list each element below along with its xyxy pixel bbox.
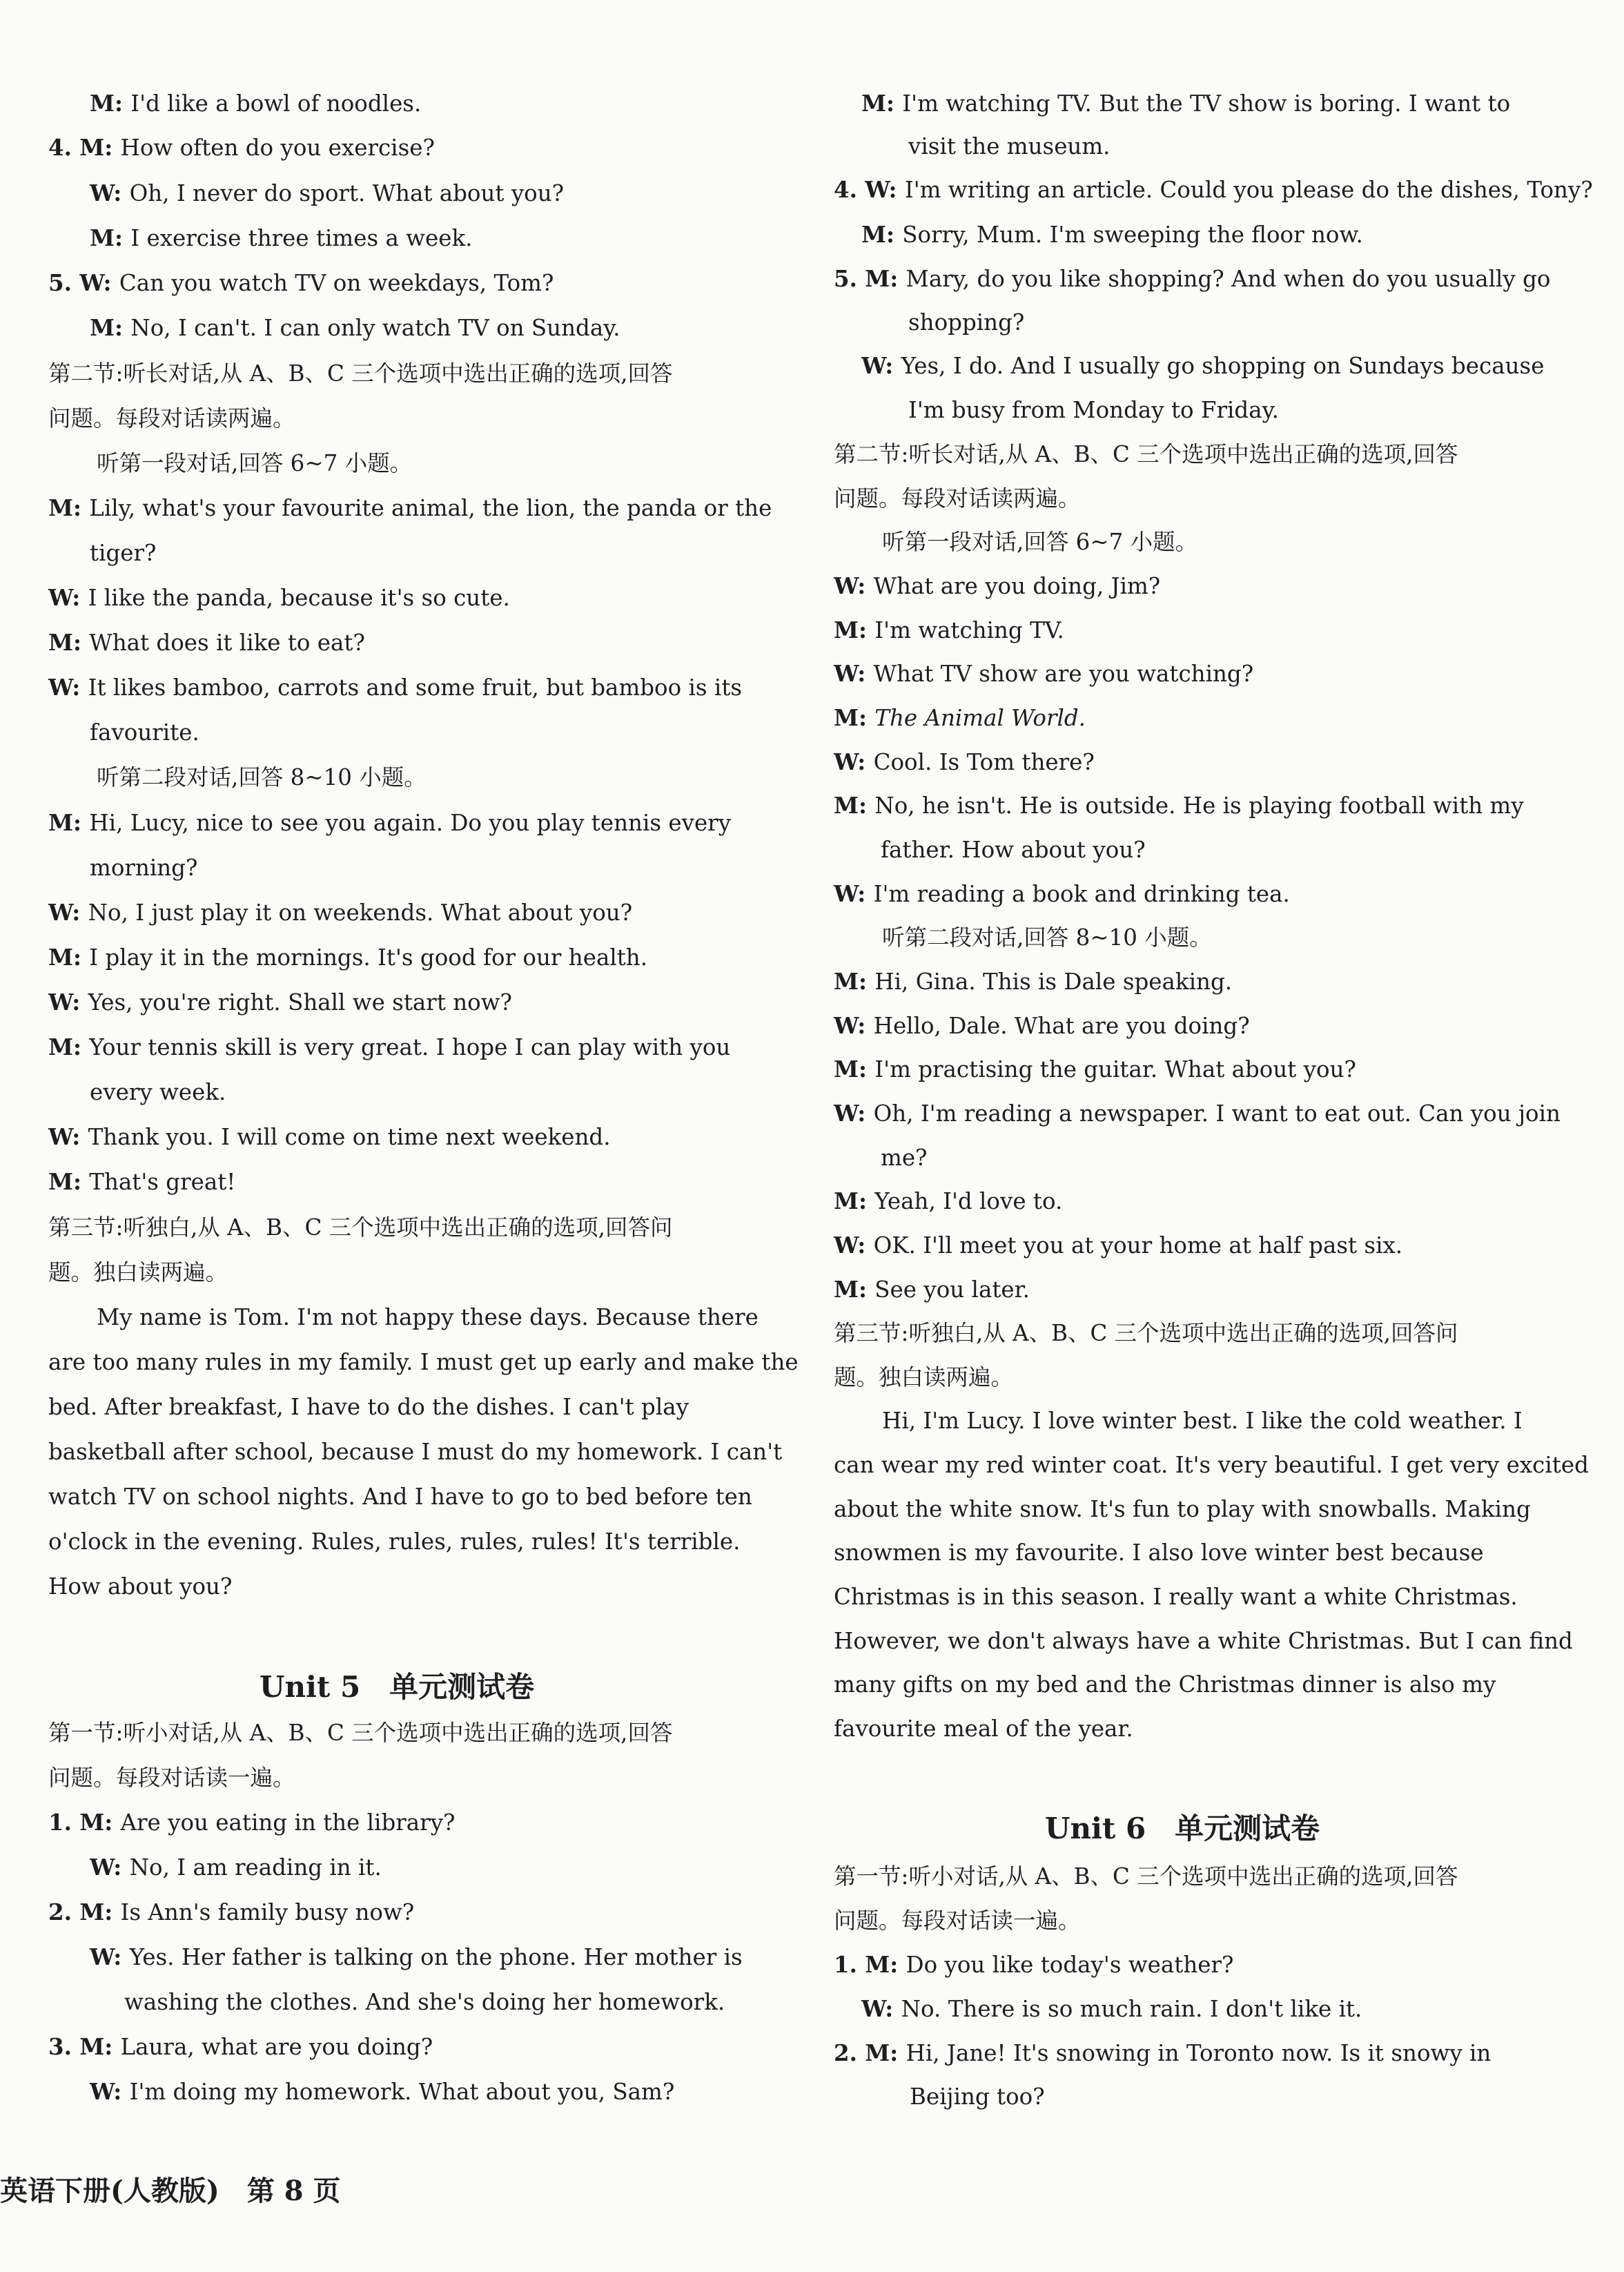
dialogue-line xyxy=(48,171,745,215)
line-text: What TV show are you watching? xyxy=(873,661,1254,687)
line-text: What are you doing, Jim? xyxy=(873,573,1161,599)
line-text: about the white snow. It's fun to play with snowballs. Making xyxy=(834,1496,1531,1522)
speaker-label: M: xyxy=(48,494,90,521)
dialogue-line xyxy=(48,126,745,170)
line-text: 第二节:听长对话,从 A、B、C 三个选项中选出正确的选项,回答 xyxy=(48,360,673,387)
line-text: Lily, what's your favourite animal, the lion, the panda or the xyxy=(89,495,772,521)
line-text: No. There is so much rain. I don't like it. xyxy=(901,1996,1362,2022)
line-text: washing the clothes. And she's doing her homework. xyxy=(124,1989,725,2015)
text-line xyxy=(834,476,1531,521)
speaker-label: M: xyxy=(48,809,90,836)
line-text: How often do you exercise? xyxy=(120,135,435,161)
dialogue-line xyxy=(834,960,1531,1004)
line-text: Are you eating in the library? xyxy=(120,1809,456,1836)
line-text: Your tennis skill is very great. I hope I can play with you xyxy=(89,1034,731,1060)
speaker-label: M: xyxy=(48,629,90,656)
line-text: Beijing too? xyxy=(910,2084,1045,2110)
dialogue-line xyxy=(834,1179,1531,1223)
line-text: 题。独白读两遍。 xyxy=(48,1259,228,1285)
text-line xyxy=(48,1070,745,1114)
line-text: 听第二段对话,回答 8~10 小题。 xyxy=(97,764,427,790)
line-text: Hello, Dale. What are you doing? xyxy=(873,1013,1250,1039)
dialogue-line xyxy=(834,257,1551,301)
speaker-label: W: xyxy=(79,269,119,296)
line-text: can wear my red winter coat. It's very beautiful. I get very excited xyxy=(834,1452,1589,1478)
speaker-label: M: xyxy=(861,90,903,117)
question-number: 1. xyxy=(48,1809,80,1836)
dialogue-line xyxy=(834,1987,1531,2031)
dialogue-line xyxy=(834,608,1531,652)
line-text: Sorry, Mum. I'm sweeping the floor now. xyxy=(902,222,1363,248)
dialogue-line xyxy=(834,344,1545,388)
question-number: 5. xyxy=(834,265,865,292)
question-number: 3. xyxy=(48,2033,80,2060)
line-text: Can you watch TV on weekdays, Tom? xyxy=(119,270,554,296)
line-text: I'd like a bowl of noodles. xyxy=(130,90,422,117)
dialogue-line xyxy=(834,696,1531,740)
line-text: bed. After breakfast, I have to do the dishes. I can't play xyxy=(48,1394,689,1420)
line-text: favourite. xyxy=(90,719,199,746)
line-text: Laura, what are you doing? xyxy=(120,2034,433,2060)
text-line xyxy=(834,1899,1531,1943)
line-text: snowmen is my favourite. I also love winter best because xyxy=(834,1540,1484,1566)
line-text: Hi, Jane! It's snowing in Toronto now. Is it snowy in xyxy=(906,2040,1491,2066)
speaker-label: W: xyxy=(834,572,874,599)
dialogue-line xyxy=(48,1025,745,1069)
text-line xyxy=(834,1443,1589,1487)
line-text: I exercise three times a week. xyxy=(130,225,473,251)
line-text: How about you? xyxy=(48,1573,233,1600)
text-line xyxy=(48,1295,759,1339)
dialogue-line xyxy=(48,801,745,845)
line-text: I'm watching TV. But the TV show is boring. I want to xyxy=(902,90,1511,117)
speaker-label: W: xyxy=(48,989,88,1016)
line-text: father. How about you? xyxy=(881,837,1146,863)
line-text: No, he isn't. He is outside. He is playing football with my xyxy=(874,793,1524,819)
dialogue-line xyxy=(834,1047,1531,1091)
text-line xyxy=(834,1662,1531,1707)
dialogue-line xyxy=(834,81,1531,126)
speaker-label: W: xyxy=(90,1943,130,1970)
dialogue-line xyxy=(48,576,745,620)
section-title-text: Unit 6 单元测试卷 xyxy=(1044,1812,1320,1845)
text-line xyxy=(48,1475,752,1519)
line-text: 听第一段对话,回答 6~7 小题。 xyxy=(882,529,1198,555)
text-line xyxy=(48,396,745,440)
speaker-label: W: xyxy=(861,1995,901,2022)
speaker-label: M: xyxy=(865,1951,906,1978)
speaker-label: M: xyxy=(90,314,131,341)
line-text: However, we don't always have a white Christmas. But I can find xyxy=(834,1628,1573,1654)
speaker-label: W: xyxy=(48,1123,88,1150)
speaker-label: M: xyxy=(48,1168,90,1195)
line-text: me? xyxy=(881,1145,928,1171)
line-text: Is Ann's family busy now? xyxy=(120,1899,415,1925)
text-line xyxy=(834,2075,1531,2119)
text-line xyxy=(48,846,745,890)
speaker-label: W: xyxy=(834,748,874,775)
line-text: favourite meal of the year. xyxy=(834,1716,1133,1742)
speaker-label: M: xyxy=(834,704,875,731)
question-number: 4. xyxy=(834,176,865,203)
speaker-label: W: xyxy=(48,674,88,701)
dialogue-line xyxy=(834,1223,1531,1268)
text-line xyxy=(834,1531,1531,1575)
text-line xyxy=(48,1205,745,1250)
line-text: every week. xyxy=(90,1079,226,1105)
dialogue-line xyxy=(48,1800,745,1845)
dialogue-line xyxy=(48,935,745,980)
line-text: I play it in the mornings. It's good for our health. xyxy=(89,944,648,971)
line-text: many gifts on my bed and the Christmas dinner is also my xyxy=(834,1671,1496,1698)
line-text: watch TV on school nights. And I have to go to bed before ten xyxy=(48,1484,752,1510)
line-text: 第一节:听小对话,从 A、B、C 三个选项中选出正确的选项,回答 xyxy=(834,1863,1458,1890)
speaker-label: M: xyxy=(79,1809,121,1836)
line-text: 第一节:听小对话,从 A、B、C 三个选项中选出正确的选项,回答 xyxy=(48,1720,673,1746)
text-line xyxy=(834,1487,1531,1531)
text-line xyxy=(48,351,745,396)
text-line xyxy=(48,1519,745,1564)
line-text: 题。独白读两遍。 xyxy=(834,1364,1014,1390)
line-text: Christmas is in this season. I really want a white Christmas. xyxy=(834,1584,1518,1610)
line-text: Yes, you're right. Shall we start now? xyxy=(88,989,512,1016)
text-line xyxy=(834,432,1531,476)
text-line xyxy=(834,1311,1531,1355)
line-text: Yeah, I'd love to. xyxy=(874,1188,1063,1214)
speaker-label: W: xyxy=(48,584,88,611)
speaker-label: W: xyxy=(90,179,130,206)
dialogue-line xyxy=(48,1845,745,1890)
text-line xyxy=(834,915,1531,960)
dialogue-line xyxy=(834,784,1531,828)
speaker-label: M: xyxy=(834,616,875,643)
line-text: Yes. Her father is talking on the phone. Her mother is xyxy=(129,1944,743,1970)
line-text: It likes bamboo, carrots and some fruit, but bamboo is its xyxy=(88,674,743,701)
dialogue-line xyxy=(834,1268,1531,1312)
line-text: No, I can't. I can only watch TV on Sunday. xyxy=(130,315,620,341)
dialogue-line xyxy=(834,740,1531,784)
speaker-label: W: xyxy=(861,352,901,379)
line-text: The Animal World. xyxy=(874,705,1086,731)
speaker-label: M: xyxy=(79,2033,121,2060)
speaker-label: M: xyxy=(865,2039,906,2066)
text-line xyxy=(48,441,745,485)
line-text: I'm writing an article. Could you please do the dishes, Tony? xyxy=(904,177,1593,203)
dialogue-line xyxy=(834,872,1531,916)
speaker-label: W: xyxy=(834,1100,874,1127)
line-text: Do you like today's weather? xyxy=(906,1952,1234,1978)
text-line xyxy=(48,710,745,755)
text-line xyxy=(834,1707,1531,1751)
text-line xyxy=(834,520,1531,564)
line-text: 第三节:听独白,从 A、B、C 三个选项中选出正确的选项,回答问 xyxy=(48,1214,673,1241)
section-title xyxy=(834,1804,1531,1854)
text-line xyxy=(834,1854,1531,1899)
line-text: basketball after school, because I must do my homework. I can't xyxy=(48,1439,783,1465)
text-line xyxy=(48,755,745,799)
dialogue-line xyxy=(48,1935,745,1979)
line-text: are too many rules in my family. I must get up early and make the xyxy=(48,1349,799,1375)
text-line xyxy=(48,1340,799,1384)
dialogue-line xyxy=(834,1943,1531,1987)
dialogue-line xyxy=(48,2025,745,2069)
line-text: OK. I'll meet you at your home at half past six. xyxy=(873,1232,1403,1259)
speaker-label: M: xyxy=(48,944,90,971)
page-footer: 英语下册(人教版) 第 8 页 xyxy=(0,2175,341,2207)
line-text: Oh, I never do sport. What about you? xyxy=(129,180,565,206)
text-line xyxy=(834,124,1531,168)
dialogue-line xyxy=(834,564,1531,608)
dialogue-line xyxy=(834,652,1531,696)
question-number: 1. xyxy=(834,1951,865,1978)
line-text: No, I just play it on weekends. What about you? xyxy=(88,900,633,926)
dialogue-line xyxy=(48,306,745,350)
line-text: I'm reading a book and drinking tea. xyxy=(873,881,1290,907)
dialogue-line xyxy=(48,1890,745,1934)
line-text: Cool. Is Tom there? xyxy=(873,749,1095,775)
dialogue-line xyxy=(834,2031,1531,2075)
speaker-label: M: xyxy=(79,134,121,161)
speaker-label: W: xyxy=(865,176,905,203)
line-text: 第三节:听独白,从 A、B、C 三个选项中选出正确的选项,回答问 xyxy=(834,1320,1458,1346)
line-text: I'm practising the guitar. What about you? xyxy=(874,1056,1356,1082)
line-text: 听第一段对话,回答 6~7 小题。 xyxy=(97,450,413,476)
text-line xyxy=(834,1399,1531,1443)
dialogue-line xyxy=(48,216,745,260)
line-text: Yes, I do. And I usually go shopping on Sundays because xyxy=(901,353,1545,379)
speaker-label: W: xyxy=(834,1232,874,1259)
speaker-label: M: xyxy=(90,224,131,251)
text-line xyxy=(48,1756,745,1800)
text-line xyxy=(48,1250,745,1294)
speaker-label: M: xyxy=(90,90,131,117)
line-text: 问题。每段对话读一遍。 xyxy=(834,1907,1081,1934)
text-line xyxy=(834,388,1531,432)
line-text: shopping? xyxy=(908,309,1025,336)
line-text: My name is Tom. I'm not happy these days. Because there xyxy=(97,1304,759,1330)
line-text: I'm doing my homework. What about you, Sam? xyxy=(129,2079,675,2105)
speaker-label: M: xyxy=(834,1276,875,1303)
question-number: 2. xyxy=(48,1899,80,1925)
text-line xyxy=(48,1564,745,1609)
text-line xyxy=(834,1355,1531,1399)
line-text: 第二节:听长对话,从 A、B、C 三个选项中选出正确的选项,回答 xyxy=(834,441,1458,467)
line-text: 听第二段对话,回答 8~10 小题。 xyxy=(882,924,1212,951)
text-line xyxy=(834,300,1531,344)
dialogue-line xyxy=(48,1160,745,1204)
speaker-label: M: xyxy=(834,1056,875,1082)
line-text: o'clock in the evening. Rules, rules, rules, rules! It's terrible. xyxy=(48,1528,741,1555)
line-text: 问题。每段对话读一遍。 xyxy=(48,1765,295,1791)
speaker-label: W: xyxy=(834,880,874,907)
line-text: visit the museum. xyxy=(908,133,1111,159)
dialogue-line xyxy=(834,213,1531,257)
text-line xyxy=(834,1136,1531,1180)
line-text: Hi, Lucy, nice to see you again. Do you play tennis every xyxy=(89,810,732,836)
dialogue-line xyxy=(834,168,1593,212)
dialogue-line xyxy=(48,980,745,1025)
text-line xyxy=(48,1711,745,1755)
line-text: Hi, Gina. This is Dale speaking. xyxy=(874,969,1233,995)
speaker-label: M: xyxy=(48,1033,90,1060)
speaker-label: M: xyxy=(834,792,875,819)
speaker-label: M: xyxy=(834,968,875,995)
text-line xyxy=(834,1619,1573,1663)
line-text: What does it like to eat? xyxy=(89,630,365,656)
line-text: See you later. xyxy=(874,1276,1030,1303)
line-text: I'm busy from Monday to Friday. xyxy=(908,397,1279,423)
dialogue-line xyxy=(48,666,745,710)
line-text: tiger? xyxy=(90,540,157,566)
speaker-label: W: xyxy=(834,660,874,687)
speaker-label: W: xyxy=(90,2078,130,2105)
line-text: 问题。每段对话读两遍。 xyxy=(834,485,1081,512)
line-text: I'm watching TV. xyxy=(874,617,1064,643)
section-title-text: Unit 5 单元测试卷 xyxy=(259,1670,535,1704)
speaker-label: M: xyxy=(861,221,903,248)
speaker-label: M: xyxy=(79,1899,121,1925)
dialogue-line xyxy=(48,891,745,935)
speaker-label: W: xyxy=(834,1012,874,1039)
dialogue-line xyxy=(48,261,745,305)
speaker-label: W: xyxy=(90,1854,130,1881)
question-number: 2. xyxy=(834,2039,865,2066)
line-text: 问题。每段对话读两遍。 xyxy=(48,405,295,431)
dialogue-line xyxy=(48,2070,745,2114)
text-line xyxy=(834,1575,1531,1619)
text-line xyxy=(48,1385,745,1429)
line-text: Hi, I'm Lucy. I love winter best. I like the cold weather. I xyxy=(882,1408,1523,1434)
speaker-label: W: xyxy=(48,899,88,926)
dialogue-line xyxy=(48,486,772,530)
speaker-label: M: xyxy=(834,1187,875,1214)
line-text: That's great! xyxy=(89,1169,236,1195)
dialogue-line xyxy=(48,1115,745,1159)
text-line xyxy=(48,1980,745,2024)
dialogue-line xyxy=(834,1091,1561,1136)
line-text: morning? xyxy=(90,855,198,881)
text-line xyxy=(48,1430,783,1474)
dialogue-line xyxy=(834,1004,1531,1048)
line-text: Oh, I'm reading a newspaper. I want to eat out. Can you join xyxy=(873,1100,1561,1127)
line-text: I like the panda, because it's so cute. xyxy=(88,585,510,611)
line-text: No, I am reading in it. xyxy=(129,1854,382,1881)
line-text: Mary, do you like shopping? And when do you usually go xyxy=(906,266,1551,292)
section-title xyxy=(48,1662,745,1712)
question-number: 4. xyxy=(48,134,80,161)
text-line xyxy=(48,531,745,575)
question-number: 5. xyxy=(48,269,80,296)
text-line xyxy=(834,828,1531,872)
dialogue-line xyxy=(48,621,745,665)
line-text: Thank you. I will come on time next weekend. xyxy=(88,1124,611,1150)
speaker-label: M: xyxy=(865,265,906,292)
dialogue-line xyxy=(48,81,745,126)
